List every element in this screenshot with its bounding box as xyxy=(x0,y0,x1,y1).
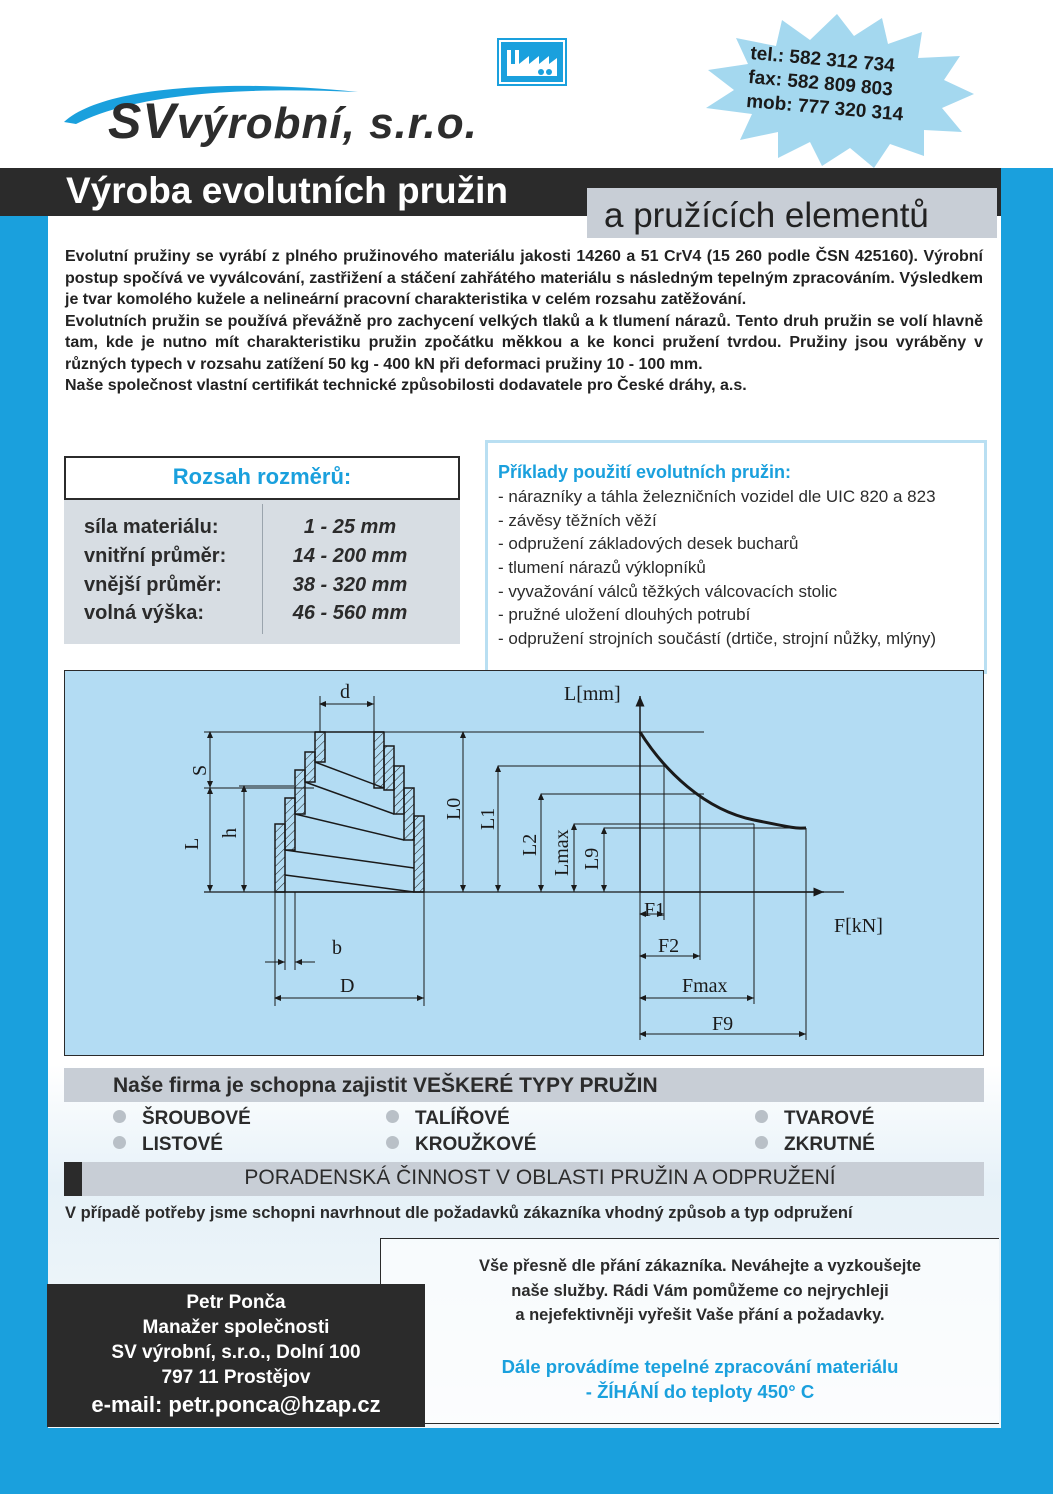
dim-big-d: D xyxy=(340,975,355,997)
heat-line: Dále provádíme tepelné zpracování materiálu xyxy=(501,1356,899,1377)
heat-line: - ŽÍHÁNÍ do teploty 450° C xyxy=(585,1381,815,1402)
dim-lmax: Lmax xyxy=(551,829,573,876)
range-label: vnitřní průměr: xyxy=(84,545,227,567)
spring-type: ŠROUBOVÉ xyxy=(113,1108,251,1130)
offer-line: a nejefektivněji vyřešit Vaše přání a požadavky. xyxy=(515,1306,885,1324)
offer-line: naše služby. Rádi Vám pomůžeme co nejrychleji xyxy=(511,1281,889,1300)
firm-heading-bold: VEŠKERÉ TYPY PRUŽIN xyxy=(412,1074,658,1097)
dim-b: b xyxy=(332,937,342,959)
right-blue-border xyxy=(1001,168,1053,1494)
logo-sv: SV xyxy=(108,93,177,149)
range-label: volná výška: xyxy=(84,602,205,624)
range-label: vnější průměr: xyxy=(84,574,222,596)
dim-f9: F9 xyxy=(712,1013,734,1035)
intro-paragraph-1: Evolutní pružiny se vyrábí z plného pružinového materiálu jakosti 14260 a 51 CrV4 (15 260 podle ČSN 425160). Výrobní postup spočívá ve vyválcování, zastřižení a stáčení zahřátého materiálu s následným tepelným zpracováním. Výsledkem je tvar komolého kužele a nelineární pracovní charakteristika v celém rozsahu zatěžování. xyxy=(65,248,983,308)
person-role: Manažer společnosti xyxy=(142,1317,330,1338)
bottom-blue-border xyxy=(0,1428,1053,1494)
left-blue-border xyxy=(0,190,48,1494)
spring-type: TALÍŘOVÉ xyxy=(386,1108,510,1130)
firm-heading xyxy=(113,1074,658,1098)
y-axis-label: L[mm] xyxy=(564,683,621,705)
email-link[interactable]: e-mail: petr.ponca@hzap.cz xyxy=(91,1392,381,1417)
heat-treatment-note xyxy=(420,1354,980,1404)
range-divider xyxy=(262,504,263,634)
example-item: - vyvažování válců těžkých válcovacích stolic xyxy=(498,582,838,601)
person-company: SV výrobní, s.r.o., Dolní 100 xyxy=(111,1342,361,1363)
contact-person xyxy=(47,1290,425,1390)
advice-text: V případě potřeby jsme schopni navrhnout dle požadavků zákazníka vhodný způsob a typ odpružení xyxy=(65,1204,853,1222)
logo-name: výrobní, s.r.o. xyxy=(176,99,478,148)
bullet-icon xyxy=(755,1110,768,1123)
range-title: Rozsah rozměrů: xyxy=(172,464,352,489)
dim-h: h xyxy=(219,828,241,838)
bullet-icon xyxy=(386,1136,399,1149)
dim-f1: F1 xyxy=(644,899,666,921)
page-title: Výroba evolutních pružin xyxy=(66,170,508,211)
range-label: síla materiálu: xyxy=(84,516,219,538)
dim-l9: L9 xyxy=(581,847,603,870)
bullet-icon xyxy=(113,1136,126,1149)
factory-icon xyxy=(497,38,567,86)
person-city: 797 11 Prostějov xyxy=(161,1367,311,1388)
contact-mob: mob: 777 320 314 xyxy=(745,90,904,126)
range-value: 38 - 320 mm xyxy=(292,574,408,596)
example-item: - pružné uložení dlouhých potrubí xyxy=(498,605,751,624)
page-subtitle: a pružících elementů xyxy=(604,196,929,235)
dim-l2: L2 xyxy=(519,833,541,856)
range-value: 1 - 25 mm xyxy=(303,516,397,538)
example-item: - nárazníky a táhla železničních vozidel dle UIC 820 a 823 xyxy=(498,487,936,506)
example-item: - odpružení strojních součástí (drtiče, strojní nůžky, mlýny) xyxy=(498,629,937,648)
intro-paragraph-2: Evolutních pružin se používá převážně pro zachycení velkých tlaků a k tlumení nárazů. Tento druh pružin se volí hlavně tam, kde je nutno mít charakteristiku pružin zpočátku měkkou a ke konci pružení tvrdou. Pružiny jsou vyráběny v různých typech v rozsahu zatížení 50 kg - 400 kN při deformaci pružiny 10 - 100 mm. xyxy=(65,312,983,373)
intro-paragraph-3: Naše společnost vlastní certifikát technické způsobilosti dodavatele pro České dráhy, a.s. xyxy=(65,377,747,394)
intro-text xyxy=(65,246,983,397)
offer-line: Vše přesně dle přání zákazníka. Neváhejte a vyzkoušejte xyxy=(478,1257,922,1275)
firm-heading-normal: Naše firma je schopna zajistit xyxy=(113,1074,413,1097)
spring-type: ZKRUTNÉ xyxy=(755,1134,875,1156)
spring-type: TVAROVÉ xyxy=(755,1108,874,1130)
spring-type: KROUŽKOVÉ xyxy=(386,1134,536,1156)
company-logo xyxy=(108,92,478,150)
advice-title: PORADENSKÁ ČINNOST V OBLASTI PRUŽIN A ODPRUŽENÍ xyxy=(244,1166,836,1189)
range-value: 46 - 560 mm xyxy=(292,602,408,624)
dim-f2: F2 xyxy=(658,935,680,957)
example-item: - odpružení základových desek bucharů xyxy=(498,534,799,553)
range-value: 14 - 200 mm xyxy=(292,545,408,567)
examples-title: Příklady použití evolutních pružin: xyxy=(498,462,792,482)
spring-diagram xyxy=(64,670,984,1056)
person-name: Petr Ponča xyxy=(186,1292,286,1313)
dim-fmax: Fmax xyxy=(682,975,728,997)
dim-l1: L1 xyxy=(477,807,499,830)
dim-d: d xyxy=(340,681,350,703)
offer-text xyxy=(420,1254,980,1328)
bullet-icon xyxy=(386,1110,399,1123)
example-item: - tlumení nárazů výklopníků xyxy=(498,558,706,577)
spring-type: LISTOVÉ xyxy=(113,1134,223,1156)
dim-l: L xyxy=(181,837,203,850)
example-item: - závěsy těžních věží xyxy=(498,511,657,530)
contact-fax: fax: 582 809 803 xyxy=(747,66,894,101)
dim-s: S xyxy=(189,764,211,776)
x-axis-label: F[kN] xyxy=(834,915,883,937)
bullet-icon xyxy=(113,1110,126,1123)
bullet-icon xyxy=(755,1136,768,1149)
contact-tel: tel.: 582 312 734 xyxy=(749,43,896,77)
dim-l0: L0 xyxy=(443,797,465,820)
